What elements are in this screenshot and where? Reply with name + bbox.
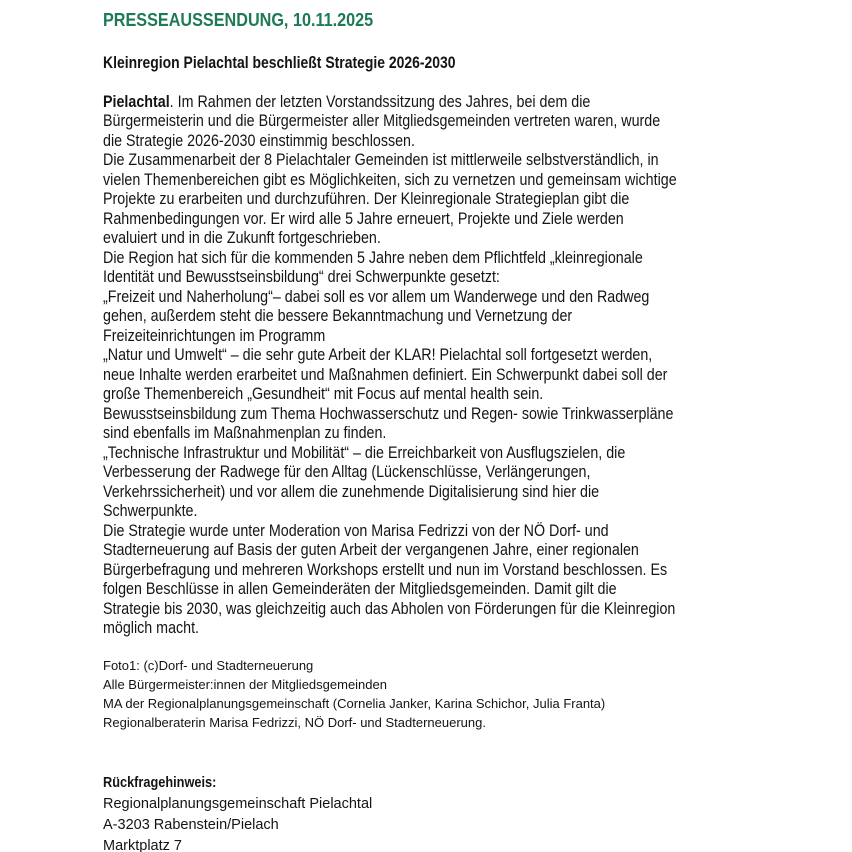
text-line: „Freizeit und Naherholung“– dabei soll es vor allem um Wanderwege und den Radweg <box>103 286 650 306</box>
text-line: Bürgerbefragung und mehreren Workshops erstellt und nun im Vorstand beschlossen. Es <box>103 559 668 579</box>
text-line: Schwerpunkte. <box>103 501 198 520</box>
text-line: A-3203 Rabenstein/Pielach <box>103 816 279 833</box>
text-line: die Strategie 2026-2030 einstimmig beschlossen. <box>103 130 415 150</box>
text-line: möglich macht. <box>103 618 200 637</box>
article-title: Kleinregion Pielachtal beschließt Strategie 2026-2030 <box>103 53 456 72</box>
text-line: Strategie bis 2030, was gleichzeitig auch das Abholen von Förderungen für die Kleinregion <box>103 598 676 618</box>
text-line: MA der Regionalplanungsgemeinschaft (Cornelia Janker, Karina Schichor, Julia Franta) <box>103 696 606 712</box>
text-line: vielen Themenbereichen gibt es Möglichkeiten, sich zu vernetzen und gemeinsam wichtige <box>103 169 677 189</box>
text-line: Verkehrssicherheit) und vor allem die zunehmende Digitalisierung sind hier die <box>103 481 600 501</box>
text-line: Bewusstseinsbildung zum Thema Hochwasserschutz und Regen- sowie Trinkwasserpläne <box>103 403 674 423</box>
text-line: Die Region hat sich für die kommenden 5 Jahre neben dem Pflichtfeld „kleinregionale <box>103 247 643 267</box>
text-line: Verbesserung der Radwege für den Alltag (Lückenschlüsse, Verlängerungen, <box>103 462 591 481</box>
text-line: Freizeiteinrichtungen im Programm <box>103 325 326 345</box>
contact-address <box>103 794 823 852</box>
article-body <box>103 92 823 638</box>
text-line: Foto1: (c)Dorf- und Stadterneuerung <box>103 657 314 673</box>
text-line: Marktplatz 7 <box>103 837 182 852</box>
document-content <box>103 10 823 852</box>
contact-heading: Rückfragehinweis: <box>103 773 217 791</box>
text-line: „Technische Infrastruktur und Mobilität“ – die Erreichbarkeit von Ausflugszielen, die <box>103 442 626 462</box>
text-line: Projekte zu erarbeiten und durchzuführen. Der Kleinregionale Strategieplan gibt die <box>103 189 630 208</box>
text-line: große Themenbereich „Gesundheit“ mit Focus auf mental health sein. <box>103 384 544 403</box>
photo-caption <box>103 656 823 733</box>
text-line: Identität und Bewusstseinsbildung“ drei Schwerpunkte gesetzt: <box>103 267 500 286</box>
text-line: Die Strategie wurde unter Moderation von Marisa Fedrizzi von der NÖ Dorf- und <box>103 520 609 540</box>
contact-block <box>103 773 823 852</box>
text-line: gehen, außerdem steht die bessere Bekanntmachung und Vernetzung der <box>103 306 573 325</box>
text-line: sind ebenfalls im Maßnahmenplan zu finden. <box>103 423 387 442</box>
text-line: Regionalplanungsgemeinschaft Pielachtal <box>103 795 373 812</box>
text-line: Pielachtal. Im Rahmen der letzten Vorstandssitzung des Jahres, bei dem die <box>103 91 591 111</box>
text-line: Alle Bürgermeister:innen der Mitgliedsgemeinden <box>103 676 387 692</box>
text-line: neue Inhalte werden erarbeitet und Maßnahmen definiert. Ein Schwerpunkt dabei soll der <box>103 364 668 384</box>
text-line: Regionalberaterin Marisa Fedrizzi, NÖ Dorf- und Stadterneuerung. <box>103 715 486 731</box>
text-line: „Natur und Umwelt“ – die sehr gute Arbeit der KLAR! Pielachtal soll fortgesetzt werden, <box>103 345 653 364</box>
press-release-heading: PRESSEAUSSENDUNG, 10.11.2025 <box>103 10 374 30</box>
text-line: Bürgermeisterin und die Bürgermeister aller Mitgliedsgemeinden vertreten waren, wurde <box>103 111 661 130</box>
text-line: evaluiert und in die Zukunft fortgeschrieben. <box>103 228 381 247</box>
text-line: folgen Beschlüsse in allen Gemeinderäten der Mitgliedsgemeinden. Damit gilt die <box>103 579 617 598</box>
text-line: Rahmenbedingungen vor. Er wird alle 5 Jahre erneuert, Projekte und Ziele werden <box>103 208 624 228</box>
text-line: Die Zusammenarbeit der 8 Pielachtaler Gemeinden ist mittlerweile selbstverständlich, in <box>103 150 659 169</box>
text-line: Stadterneuerung auf Basis der guten Arbeit der vergangenen Jahre, einer regionalen <box>103 540 639 559</box>
